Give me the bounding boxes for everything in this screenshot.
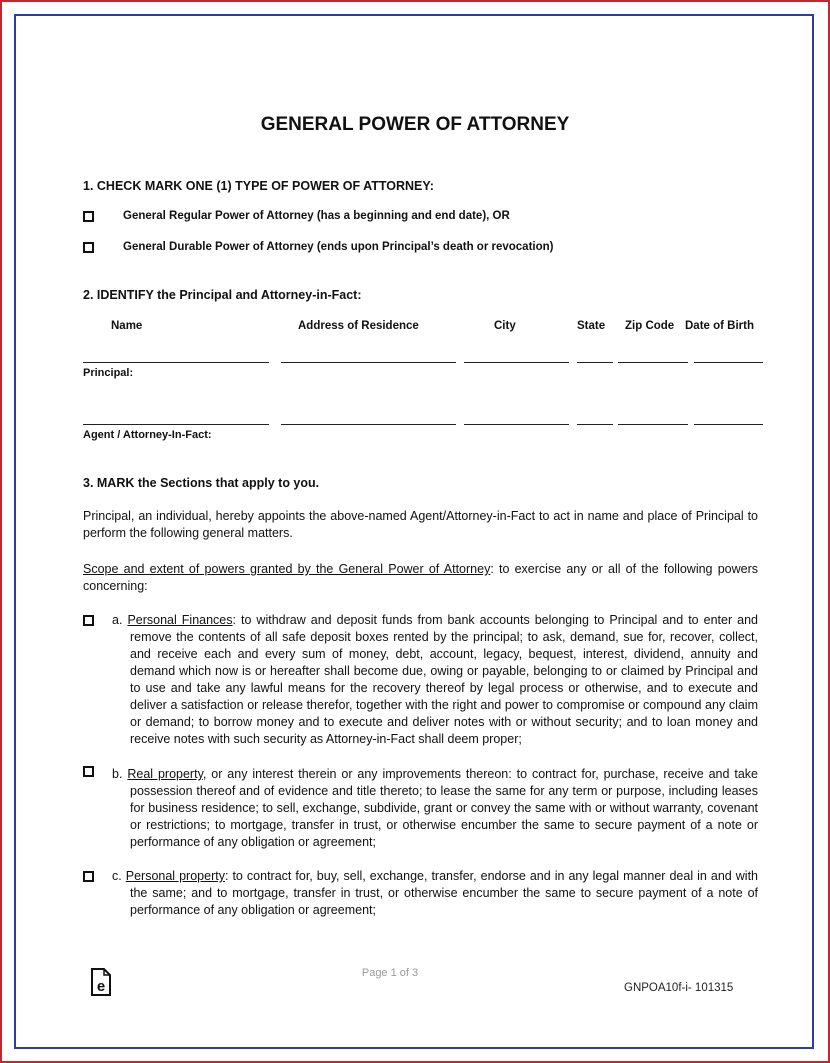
column-header-dob: Date of Birth: [685, 320, 754, 332]
item-personal-property: [112, 868, 758, 919]
item-b-text: , or any interest therein or any improvements thereon: to contract for, purchase, receive and take possession thereof and of evidence and title thereto; to lease the same for any term or purpose, including leases for business residence; to sell, exchange, subdivide, grant or convey the same with or without warranty, covenant or restrictions; to mortgage, transfer in trust, or otherwise encumber the same to secure payment of a note or performance of any obligation or agreement;: [130, 767, 758, 849]
agent-label: Agent / Attorney-In-Fact:: [83, 429, 212, 441]
item-a-text: : to withdraw and deposit funds from bank accounts belonging to Principal and to enter and remove the contents of all safe deposit boxes rented by the principal; to ask, demand, sue for, recover, collect, and receive each and every sum of money, debt, account, legacy, bequest, interest, dividend, annuity and demand which now is or hereafter shall become due, owing or payable, belonging to or claimed by Principal and to use and take any lawful means for the recovery thereof by legal process or otherwise, and to execute and deliver a satisfaction or release therefor, together with the right and power to compromise or compound any claim or demand; to borrow money and to execute and deliver notes with or without security; and to loan money and receive notes with such security as Attorney-in-Fact shall deem proper;: [130, 613, 758, 746]
principal-label: Principal:: [83, 367, 134, 379]
scope-underlined-text: Scope and extent of powers granted by the General Power of Attorney: [83, 562, 491, 576]
item-a-prefix: a.: [112, 613, 128, 627]
section3-intro: Principal, an individual, hereby appoints the above-named Agent/Attorney-in-Fact to act in name and place of Principal to perform the following general matters.: [83, 509, 758, 540]
agent-state-field[interactable]: [577, 424, 613, 425]
item-b-prefix: b.: [112, 767, 128, 781]
principal-state-field[interactable]: [577, 362, 613, 363]
principal-dob-field[interactable]: [694, 362, 763, 363]
item-c-text: : to contract for, buy, sell, exchange, transfer, endorse and in any legal manner deal in and with the same; and to mortgage, transfer in trust, or otherwise encumber the same to secure payment of a note of performance of any obligation or agreement;: [130, 869, 758, 917]
document-title: GENERAL POWER OF ATTORNEY: [260, 114, 570, 135]
checkbox-personal-finances[interactable]: [83, 615, 94, 626]
column-header-state: State: [577, 320, 606, 332]
agent-name-field[interactable]: [83, 424, 269, 425]
principal-address-field[interactable]: [281, 362, 456, 363]
column-header-name: Name: [111, 320, 143, 332]
item-real-property: [112, 766, 758, 851]
logo-letter: e: [96, 978, 106, 995]
agent-zip-field[interactable]: [618, 424, 688, 425]
item-b-title: Real property: [127, 767, 203, 781]
column-header-address: Address of Residence: [298, 320, 419, 332]
checkbox-regular-poa[interactable]: [83, 211, 94, 222]
agent-address-field[interactable]: [281, 424, 456, 425]
option-durable-poa-label: General Durable Power of Attorney (ends upon Principal’s death or revocation): [123, 241, 554, 253]
item-a-title: Personal Finances: [127, 613, 233, 627]
agent-dob-field[interactable]: [694, 424, 763, 425]
principal-zip-field[interactable]: [618, 362, 688, 363]
page-number: Page 1 of 3: [361, 967, 419, 979]
item-c-prefix: c.: [112, 869, 126, 883]
section2-heading: 2. IDENTIFY the Principal and Attorney-in-Fact:: [83, 288, 362, 302]
checkbox-personal-property[interactable]: [83, 871, 94, 882]
checkbox-durable-poa[interactable]: [83, 242, 94, 253]
option-regular-poa-label: General Regular Power of Attorney (has a beginning and end date), OR: [123, 210, 510, 222]
checkbox-real-property[interactable]: [83, 766, 94, 777]
scope-rest-text: : to exercise any or all of the following powers concerning:: [83, 562, 758, 593]
column-header-zip: Zip Code: [625, 320, 675, 332]
section3-heading: 3. MARK the Sections that apply to you.: [83, 476, 320, 490]
form-code: GNPOA10f-i- 101315: [624, 982, 734, 994]
section1-heading: 1. CHECK MARK ONE (1) TYPE OF POWER OF ATTORNEY:: [83, 179, 434, 193]
column-header-city: City: [494, 320, 516, 332]
item-personal-finances: [112, 612, 758, 748]
scope-paragraph: [83, 561, 758, 595]
agent-city-field[interactable]: [464, 424, 569, 425]
principal-name-field[interactable]: [83, 362, 269, 363]
item-c-title: Personal property: [125, 869, 225, 883]
principal-city-field[interactable]: [464, 362, 569, 363]
